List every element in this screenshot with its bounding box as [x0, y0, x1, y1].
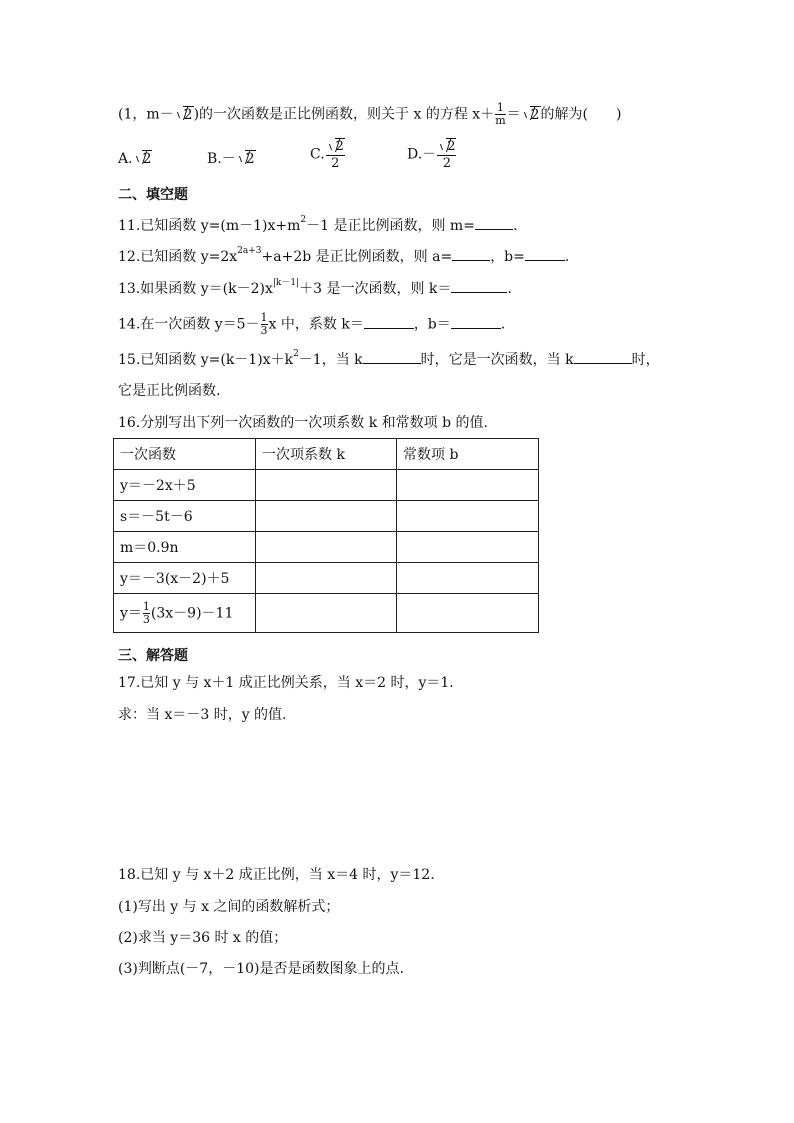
- fraction: $\frac{1}{3}$: [260, 311, 268, 337]
- table-header: 一次项系数 k: [256, 439, 397, 470]
- question-12: 12.已知函数 $y=2x^{2a+3}+a+2b$ 是正比例函数，则 a= ，b= .: [118, 246, 570, 265]
- fraction: $\frac{2}{2}$: [437, 138, 456, 171]
- answer-blank: [452, 248, 490, 261]
- answer-cell[interactable]: [256, 563, 397, 594]
- answer-blank: [363, 351, 421, 364]
- table-header: 常数项 b: [397, 439, 539, 470]
- q10-stem-part: (1，m－: [118, 106, 174, 123]
- question-17-line-1: 17.已知 y 与 x＋1 成正比例关系，当 x＝2 时，y＝1.: [118, 675, 454, 691]
- question-18-line-2: (1)写出 y 与 x 之间的函数解析式；: [118, 899, 340, 915]
- answer-blank: [574, 351, 632, 364]
- fraction: $\frac{1}{m}$: [495, 101, 506, 127]
- question-13: 13.如果函数 $y=(k-2)x^{|k-1|}+3$ 是一次函数，则 k＝ .: [118, 278, 512, 297]
- question-18-line-3: (2)求当 y＝36 时 x 的值；: [118, 930, 288, 946]
- coefficient-table: [113, 438, 539, 633]
- question-16-stem: 16.分别写出下列一次函数的一次项系数 k 和常数项 b 的值.: [118, 415, 488, 431]
- table-row: [114, 501, 539, 532]
- q10-stem: [118, 102, 621, 127]
- answer-cell[interactable]: [256, 532, 397, 563]
- answer-cell[interactable]: [397, 594, 539, 633]
- question-14: 14.在一次函数 y＝5－ $\frac{1}{3}$ x 中，系数 k＝ ，b＝ .: [118, 311, 506, 337]
- fraction: $\frac{1}{3}$: [142, 599, 150, 626]
- answer-cell[interactable]: [397, 470, 539, 501]
- answer-cell[interactable]: [397, 501, 539, 532]
- answer-cell[interactable]: [256, 470, 397, 501]
- option-a: A. 2: [118, 151, 152, 167]
- question-18-line-1: 18.已知 y 与 x＋2 成正比例，当 x＝4 时，y＝12.: [118, 867, 435, 883]
- answer-blank: [451, 280, 507, 293]
- table-row: [114, 532, 539, 563]
- question-17-line-2: 求：当 x＝－3 时，y 的值.: [118, 707, 287, 723]
- option-b: B.－ 2: [207, 151, 255, 167]
- q10-stem-part: ＝: [506, 106, 521, 123]
- table-cell: s＝－5t－6: [114, 501, 256, 532]
- question-15-line-2: 它是正比例函数.: [118, 383, 221, 399]
- answer-blank: [525, 248, 565, 261]
- answer-cell[interactable]: [256, 501, 397, 532]
- table-cell: y＝ $\frac{1}{3}$ (3x－9)－11: [114, 594, 256, 633]
- fraction: $\frac{2}{2}$: [326, 138, 345, 171]
- question-18-line-4: (3)判断点(－7，－10)是否是函数图象上的点.: [118, 961, 404, 977]
- question-11: 11.已知函数 $y=(m-1)x+m^2-1$ 是正比例函数，则 m= .: [118, 215, 518, 234]
- table-row: [114, 563, 539, 594]
- sqrt-symbol: 2: [133, 150, 153, 168]
- table-header-row: [114, 439, 539, 470]
- table-row: [114, 594, 539, 633]
- answer-blank: [475, 217, 513, 230]
- sqrt-symbol: 2: [521, 106, 541, 124]
- q10-stem-part: 的解为( ): [540, 106, 622, 123]
- answer-cell[interactable]: [397, 563, 539, 594]
- option-c: C. $\frac{2}{2}$: [310, 139, 344, 171]
- answer-cell[interactable]: [256, 594, 397, 633]
- answer-blank: [364, 316, 414, 329]
- question-15-line-1: 15.已知函数 $y=(k-1)x+k^2-1$，当 k 时，它是一次函数，当 k 时，: [118, 349, 660, 368]
- table-cell: y＝－3(x－2)＋5: [114, 563, 256, 594]
- section-heading: 三、解答题: [118, 648, 188, 664]
- option-d: D.－ $\frac{2}{2}$: [407, 139, 456, 171]
- table-cell: y＝－2x＋5: [114, 470, 256, 501]
- section-heading: 二、填空题: [118, 187, 188, 203]
- table-header: 一次函数: [114, 439, 256, 470]
- answer-blank: [451, 316, 501, 329]
- sqrt-symbol: 2: [174, 106, 194, 124]
- sqrt-symbol: 2: [236, 150, 256, 168]
- q10-stem-part: )的一次函数是正比例函数，则关于 x 的方程 x＋: [193, 106, 495, 123]
- table-cell: m＝0.9n: [114, 532, 256, 563]
- answer-cell[interactable]: [397, 532, 539, 563]
- table-row: [114, 470, 539, 501]
